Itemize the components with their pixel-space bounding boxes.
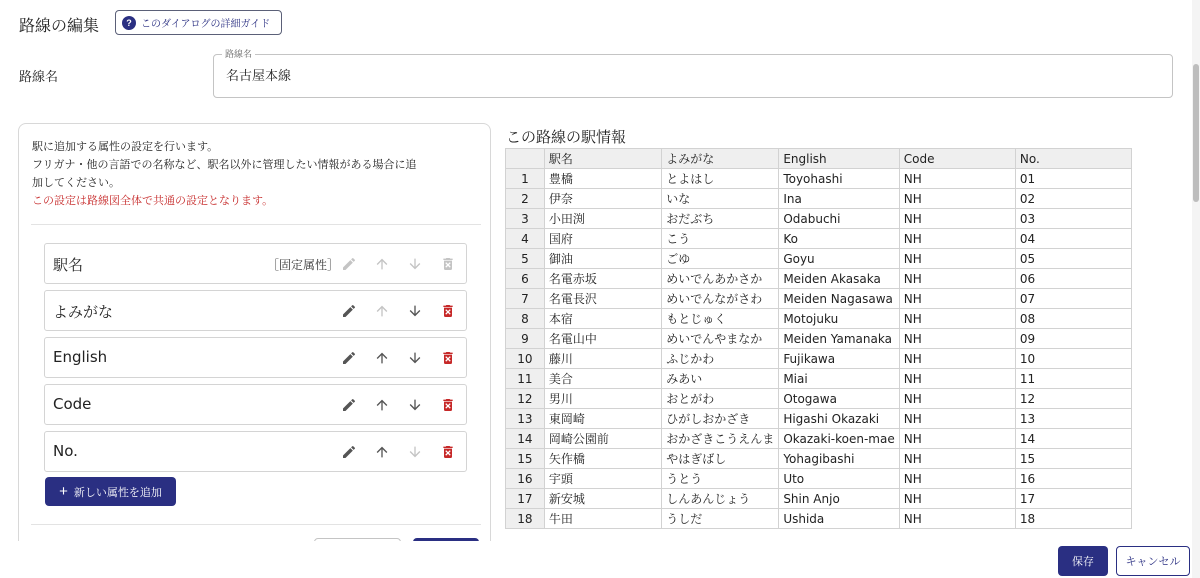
attribute-name: 駅名 — [53, 256, 84, 274]
table-cell[interactable]: NH — [899, 369, 1015, 389]
row-number: 11 — [506, 369, 545, 389]
table-row[interactable] — [506, 409, 1132, 429]
table-cell[interactable]: Uto — [779, 469, 899, 489]
table-cell[interactable]: 03 — [1015, 209, 1131, 229]
divider — [31, 524, 481, 525]
table-cell[interactable]: 08 — [1015, 309, 1131, 329]
line-name-legend: 路線名 — [222, 47, 255, 60]
table-cell[interactable]: Meiden Yamanaka — [779, 329, 899, 349]
table-row[interactable] — [506, 369, 1132, 389]
table-cell[interactable]: 伊奈 — [544, 189, 661, 209]
table-cell[interactable]: 04 — [1015, 229, 1131, 249]
table-cell[interactable]: NH — [899, 309, 1015, 329]
table-cell[interactable]: Shin Anjo — [779, 489, 899, 509]
row-number: 16 — [506, 469, 545, 489]
scrollbar[interactable] — [1192, 0, 1200, 578]
table-cell[interactable]: NH — [899, 289, 1015, 309]
arrow-up-icon[interactable] — [371, 441, 393, 463]
table-cell[interactable]: 国府 — [544, 229, 661, 249]
table-cell[interactable]: NH — [899, 349, 1015, 369]
table-cell[interactable]: 豊橋 — [544, 169, 661, 189]
table-cell[interactable]: 11 — [1015, 369, 1131, 389]
row-number: 12 — [506, 389, 545, 409]
table-cell[interactable]: NH — [899, 429, 1015, 449]
row-number: 9 — [506, 329, 545, 349]
table-cell[interactable]: 牛田 — [544, 509, 661, 529]
table-cell[interactable]: Odabuchi — [779, 209, 899, 229]
table-cell[interactable]: いな — [662, 189, 779, 209]
table-cell[interactable]: 岡崎公園前 — [544, 429, 661, 449]
delete-icon[interactable] — [437, 347, 459, 369]
table-cell[interactable]: 18 — [1015, 509, 1131, 529]
plus-icon: + — [59, 483, 68, 500]
attribute-row — [44, 243, 467, 284]
row-number: 3 — [506, 209, 545, 229]
table-row[interactable] — [506, 509, 1132, 529]
arrow-up-icon[interactable] — [371, 347, 393, 369]
add-attribute-button[interactable] — [45, 477, 176, 506]
table-row[interactable] — [506, 329, 1132, 349]
row-number: 5 — [506, 249, 545, 269]
table-cell[interactable]: 06 — [1015, 269, 1131, 289]
attribute-row — [44, 384, 467, 425]
edit-icon[interactable] — [338, 394, 360, 416]
table-cell[interactable]: 09 — [1015, 329, 1131, 349]
row-number: 4 — [506, 229, 545, 249]
table-cell[interactable]: Goyu — [779, 249, 899, 269]
table-cell[interactable]: 01 — [1015, 169, 1131, 189]
column-header: Code — [899, 149, 1015, 169]
table-cell[interactable]: Meiden Nagasawa — [779, 289, 899, 309]
table-cell[interactable]: 御油 — [544, 249, 661, 269]
table-cell[interactable]: 本宿 — [544, 309, 661, 329]
table-cell[interactable]: NH — [899, 409, 1015, 429]
table-cell[interactable]: 02 — [1015, 189, 1131, 209]
row-number: 18 — [506, 509, 545, 529]
delete-icon[interactable] — [437, 394, 459, 416]
attribute-row — [44, 290, 467, 331]
table-cell[interactable]: ごゆ — [662, 249, 779, 269]
table-cell[interactable]: NH — [899, 489, 1015, 509]
column-header: よみがな — [662, 149, 779, 169]
divider — [31, 224, 481, 225]
table-cell[interactable]: 16 — [1015, 469, 1131, 489]
table-cell[interactable]: うとう — [662, 469, 779, 489]
table-cell[interactable]: めいでんやまなか — [662, 329, 779, 349]
table-cell[interactable]: めいでんながさわ — [662, 289, 779, 309]
arrow-up-icon — [371, 300, 393, 322]
table-cell[interactable]: NH — [899, 189, 1015, 209]
table-cell[interactable]: 13 — [1015, 409, 1131, 429]
table-cell[interactable]: 宇頭 — [544, 469, 661, 489]
row-number: 1 — [506, 169, 545, 189]
table-cell[interactable]: 12 — [1015, 389, 1131, 409]
table-cell[interactable]: もとじゅく — [662, 309, 779, 329]
table-cell[interactable]: Higashi Okazaki — [779, 409, 899, 429]
table-cell[interactable]: Yohagibashi — [779, 449, 899, 469]
table-cell[interactable]: NH — [899, 449, 1015, 469]
table-row[interactable] — [506, 209, 1132, 229]
table-cell[interactable]: とよはし — [662, 169, 779, 189]
attribute-row — [44, 431, 467, 472]
row-number: 6 — [506, 269, 545, 289]
table-row[interactable] — [506, 309, 1132, 329]
table-row[interactable] — [506, 169, 1132, 189]
table-cell[interactable]: 藤川 — [544, 349, 661, 369]
table-cell[interactable]: Ko — [779, 229, 899, 249]
arrow-down-icon[interactable] — [404, 300, 426, 322]
row-number: 8 — [506, 309, 545, 329]
table-row[interactable] — [506, 269, 1132, 289]
table-cell[interactable]: おだぶち — [662, 209, 779, 229]
table-cell[interactable]: 17 — [1015, 489, 1131, 509]
table-cell[interactable]: おとがわ — [662, 389, 779, 409]
attribute-name: よみがな — [53, 303, 114, 321]
table-row[interactable] — [506, 449, 1132, 469]
attribute-panel — [18, 123, 491, 563]
table-cell[interactable]: 10 — [1015, 349, 1131, 369]
stations-table — [505, 148, 1132, 529]
table-cell[interactable]: NH — [899, 249, 1015, 269]
edit-icon[interactable] — [338, 441, 360, 463]
delete-icon — [437, 253, 459, 275]
row-number: 14 — [506, 429, 545, 449]
line-name-input[interactable] — [224, 66, 1124, 83]
save-button[interactable]: 保存 — [1058, 546, 1108, 576]
edit-icon — [338, 253, 360, 275]
description-line: フリガナ・他の言語での名称など、駅名以外に管理したい情報がある場合に追 — [32, 158, 417, 171]
help-icon: ? — [122, 16, 136, 30]
scrollbar-thumb[interactable] — [1193, 64, 1199, 202]
attribute-name: English — [53, 348, 108, 366]
add-attribute-label: 新しい属性を追加 — [73, 486, 162, 499]
table-row[interactable] — [506, 469, 1132, 489]
arrow-up-icon[interactable] — [371, 394, 393, 416]
row-number: 13 — [506, 409, 545, 429]
delete-icon[interactable] — [437, 441, 459, 463]
table-cell[interactable]: Meiden Akasaka — [779, 269, 899, 289]
table-cell[interactable]: Ushida — [779, 509, 899, 529]
table-cell[interactable]: 矢作橋 — [544, 449, 661, 469]
attribute-warning: この設定は路線図全体で共通の設定となります。 — [32, 194, 274, 207]
table-cell[interactable]: NH — [899, 389, 1015, 409]
stations-table-wrap — [505, 148, 1132, 541]
table-cell[interactable]: 東岡崎 — [544, 409, 661, 429]
table-cell[interactable]: NH — [899, 329, 1015, 349]
column-header: 駅名 — [544, 149, 661, 169]
delete-icon[interactable] — [437, 300, 459, 322]
table-cell[interactable]: ふじかわ — [662, 349, 779, 369]
table-cell[interactable]: 男川 — [544, 389, 661, 409]
table-cell[interactable]: こう — [662, 229, 779, 249]
guide-button[interactable] — [115, 10, 282, 35]
row-number: 15 — [506, 449, 545, 469]
table-cell[interactable]: うしだ — [662, 509, 779, 529]
table-cell[interactable]: 小田渕 — [544, 209, 661, 229]
cancel-button[interactable]: キャンセル — [1116, 546, 1190, 576]
table-cell[interactable]: NH — [899, 509, 1015, 529]
stations-title: この路線の駅情報 — [506, 128, 627, 146]
column-header: No. — [1015, 149, 1131, 169]
edit-icon[interactable] — [338, 347, 360, 369]
column-header: English — [779, 149, 899, 169]
table-cell[interactable]: NH — [899, 169, 1015, 189]
fixed-attribute-label: ［固定属性］ — [267, 258, 340, 272]
attribute-name: Code — [53, 395, 92, 413]
row-number: 2 — [506, 189, 545, 209]
table-cell[interactable]: おかざきこうえんま — [662, 429, 779, 449]
table-row[interactable] — [506, 429, 1132, 449]
table-cell[interactable]: Motojuku — [779, 309, 899, 329]
description-line: 駅に追加する属性の設定を行います。 — [32, 140, 219, 153]
column-header — [506, 149, 545, 169]
table-cell[interactable]: 15 — [1015, 449, 1131, 469]
table-row[interactable] — [506, 489, 1132, 509]
table-row[interactable] — [506, 349, 1132, 369]
table-cell[interactable]: Toyohashi — [779, 169, 899, 189]
table-cell[interactable]: Miai — [779, 369, 899, 389]
table-cell[interactable]: めいでんあかさか — [662, 269, 779, 289]
table-cell[interactable]: しんあんじょう — [662, 489, 779, 509]
table-cell[interactable]: やはぎばし — [662, 449, 779, 469]
attribute-name: No. — [53, 442, 78, 460]
table-row[interactable] — [506, 249, 1132, 269]
edit-icon[interactable] — [338, 300, 360, 322]
table-row[interactable] — [506, 229, 1132, 249]
arrow-down-icon — [404, 441, 426, 463]
row-number: 7 — [506, 289, 545, 309]
line-name-label: 路線名 — [19, 70, 59, 85]
arrow-down-icon[interactable] — [404, 394, 426, 416]
attribute-description — [32, 138, 482, 210]
footer — [0, 541, 1192, 578]
table-cell[interactable]: NH — [899, 469, 1015, 489]
table-cell[interactable]: 07 — [1015, 289, 1131, 309]
table-cell[interactable]: 新安城 — [544, 489, 661, 509]
table-row[interactable] — [506, 389, 1132, 409]
table-cell[interactable]: 美合 — [544, 369, 661, 389]
table-cell[interactable]: Ina — [779, 189, 899, 209]
arrow-up-icon — [371, 253, 393, 275]
attribute-row — [44, 337, 467, 378]
table-header-row — [506, 149, 1132, 169]
table-cell[interactable]: Otogawa — [779, 389, 899, 409]
description-line: 加してください。 — [32, 176, 120, 189]
table-cell[interactable]: みあい — [662, 369, 779, 389]
arrow-down-icon — [404, 253, 426, 275]
table-cell[interactable]: Okazaki-koen-mae — [779, 429, 899, 449]
table-cell[interactable]: ひがしおかざき — [662, 409, 779, 429]
table-cell[interactable]: Fujikawa — [779, 349, 899, 369]
table-cell[interactable]: 名電山中 — [544, 329, 661, 349]
row-number: 17 — [506, 489, 545, 509]
table-cell[interactable]: 05 — [1015, 249, 1131, 269]
table-cell[interactable]: NH — [899, 209, 1015, 229]
table-cell[interactable]: NH — [899, 229, 1015, 249]
table-row[interactable] — [506, 289, 1132, 309]
line-name-field — [213, 50, 1173, 98]
guide-button-label: このダイアログの詳細ガイド — [141, 19, 271, 30]
row-number: 10 — [506, 349, 545, 369]
table-cell[interactable]: 名電赤坂 — [544, 269, 661, 289]
table-cell[interactable]: 名電長沢 — [544, 289, 661, 309]
dialog-title: 路線の編集 — [19, 16, 100, 35]
table-cell[interactable]: NH — [899, 269, 1015, 289]
arrow-down-icon[interactable] — [404, 347, 426, 369]
table-row[interactable] — [506, 189, 1132, 209]
table-cell[interactable]: 14 — [1015, 429, 1131, 449]
